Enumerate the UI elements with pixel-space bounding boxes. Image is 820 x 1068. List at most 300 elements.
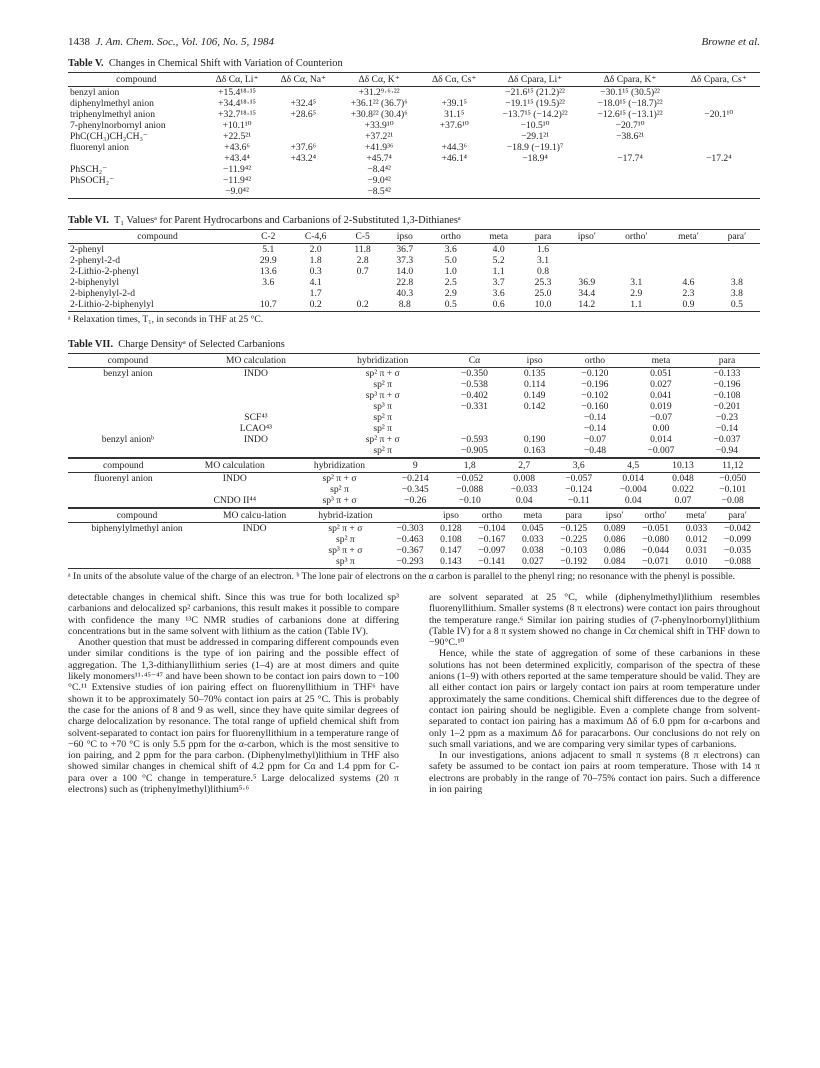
column-header: meta′: [678, 509, 715, 523]
table-cell: −0.104: [478, 523, 506, 534]
table-cell: [507, 412, 562, 423]
table-cell: −0.108: [713, 390, 741, 401]
table-cell: 7-phenylnorbornyl anion: [70, 120, 166, 131]
table-cell: 34.4: [578, 288, 596, 299]
table5-caption: Table V. Changes in Chemical Shift with Variation of Counterion: [68, 58, 343, 69]
table-cell: 2-Lithio-2-phenyl: [70, 266, 139, 277]
table-cell: 2-Lithio-2-biphenylyl: [68, 299, 247, 312]
table-row: [68, 109, 760, 120]
table-cell: 0.7: [356, 266, 369, 277]
column-header: hybrid-ization: [303, 509, 387, 523]
table-row: [68, 390, 760, 401]
table-cell: sp³ π: [303, 556, 387, 569]
table-cell: [269, 87, 337, 99]
table-cell: −9.0⁴²: [367, 175, 391, 186]
column-header: Δδ Cpara, Cs⁺: [678, 73, 760, 87]
table-cell: 0.5: [426, 299, 476, 312]
table-cell: 1.7: [309, 288, 322, 299]
table-cell: [663, 244, 714, 256]
table-cell: 0.027: [514, 556, 551, 569]
table-cell: 0.051: [650, 368, 672, 379]
table-cell: −0.088: [456, 484, 484, 495]
column-header: ortho′: [609, 230, 663, 244]
table-cell: 5.1: [262, 244, 275, 255]
table-cell: −0.463: [396, 534, 424, 545]
table-row: [68, 473, 760, 485]
table-cell: [678, 142, 760, 153]
table-cell: 0.9: [663, 299, 714, 312]
table-cell: 29.9: [259, 255, 277, 266]
table-cell: [68, 423, 188, 434]
table-cell: [247, 288, 289, 299]
table-cell: −0.94: [694, 445, 760, 458]
table-row: [68, 412, 760, 423]
table-cell: −18.9⁴: [522, 153, 548, 164]
table6: [68, 229, 760, 312]
table-cell: 8.8: [384, 299, 426, 312]
column-header: para: [694, 354, 760, 368]
table-cell: [678, 98, 760, 109]
column-header: hybridization: [291, 459, 388, 473]
column-header: 3,6: [551, 459, 606, 473]
table-cell: [342, 277, 384, 288]
table-cell: INDO: [242, 523, 267, 534]
column-header: para: [551, 509, 596, 523]
table-cell: benzyl anion: [70, 87, 120, 98]
column-header: MO calcu-lation: [206, 509, 303, 523]
table-cell: sp³ π + σ: [328, 545, 363, 556]
table-cell: 5.0: [444, 255, 457, 266]
table-cell: −0.050: [719, 473, 747, 484]
table-cell: 0.084: [596, 556, 633, 569]
table-cell: −10.5¹⁰: [520, 120, 550, 131]
table-cell: +30.8²² (30.4)⁶: [350, 109, 408, 120]
table-cell: 1.1: [492, 266, 505, 277]
table-cell: 3.8: [730, 277, 743, 288]
table-cell: [583, 164, 678, 175]
table-cell: −0.088: [715, 556, 760, 569]
table-cell: −0.905: [441, 445, 507, 458]
table-cell: 2.3: [682, 288, 695, 299]
table-cell: [68, 379, 188, 390]
table-cell: +36.1²² (36.7)⁶: [350, 98, 408, 109]
table-cell: −0.125: [560, 523, 588, 534]
table-cell: 22.8: [396, 277, 414, 288]
table-cell: [488, 164, 583, 175]
table-cell: 3.1: [630, 277, 643, 288]
journal-page: [68, 36, 760, 795]
table-cell: [68, 495, 179, 508]
table-cell: 0.04: [497, 495, 552, 508]
table-cell: PhC(CH₃)CH₂CH₃⁻: [70, 131, 149, 142]
table-cell: 0.142: [523, 401, 546, 412]
table-cell: [507, 423, 562, 434]
table-cell: 0.045: [522, 523, 544, 534]
table-cell: 0.2: [290, 299, 342, 312]
table-cell: [206, 534, 303, 545]
table-cell: 0.033: [522, 534, 544, 545]
table-cell: −0.120: [581, 368, 609, 379]
table-row: [68, 288, 760, 299]
table-cell: sp³ π + σ: [291, 495, 388, 508]
table-cell: 11.8: [354, 244, 371, 255]
table-cell: [68, 401, 188, 412]
table-cell: [564, 244, 609, 256]
column-header: compound: [68, 459, 179, 473]
table-cell: [206, 545, 303, 556]
table-cell: biphenylylmethyl anion: [91, 523, 183, 534]
table-cell: sp² π: [373, 412, 393, 423]
table-cell: [678, 87, 760, 99]
table-cell: [678, 186, 760, 199]
table-cell: 0.6: [476, 299, 522, 312]
table-row: [68, 299, 760, 312]
column-header: hybridization: [324, 354, 441, 368]
table-cell: 2.0: [309, 244, 322, 255]
table-cell: 2.5: [444, 277, 457, 288]
column-header: 2,7: [497, 459, 552, 473]
table-cell: [269, 131, 337, 142]
table-cell: −0.167: [478, 534, 506, 545]
table6-footnote: ᵃ Relaxation times, T₁, in seconds in THF at 25 °C.: [68, 314, 264, 325]
table-cell: [421, 164, 488, 175]
table-cell: −0.14: [583, 412, 607, 423]
column-header: meta: [628, 354, 694, 368]
table-cell: [441, 423, 507, 434]
table-cell: −0.293: [388, 556, 433, 569]
table-cell: 0.8: [537, 266, 550, 277]
table-cell: PhSCH₂⁻: [70, 164, 108, 175]
table-cell: [564, 255, 609, 266]
table-cell: [206, 556, 303, 569]
table-cell: sp³ π: [373, 401, 393, 412]
table-cell: −0.099: [724, 534, 752, 545]
table-cell: −0.196: [713, 379, 741, 390]
table-cell: −20.1¹⁰: [704, 109, 734, 120]
column-header: ortho′: [633, 509, 678, 523]
table-cell: 0.3: [309, 266, 322, 277]
table-cell: 14.0: [396, 266, 414, 277]
table-cell: sp³ π + σ: [365, 390, 400, 401]
table-cell: −0.26: [388, 495, 443, 508]
table-cell: 4.6: [682, 277, 695, 288]
table-row: [68, 266, 760, 277]
table-row: [68, 277, 760, 288]
table-cell: 0.2: [342, 299, 384, 312]
table-cell: −13.7¹⁵ (−14.2)²²: [502, 109, 568, 120]
table-cell: [488, 175, 583, 186]
table-cell: fluorenyl anion: [93, 473, 153, 484]
table-cell: [68, 390, 188, 401]
table-cell: −0.102: [581, 390, 609, 401]
column-header: C-4,6: [290, 230, 342, 244]
table-cell: [68, 556, 206, 569]
column-header: compound: [68, 73, 205, 87]
table-row: [68, 423, 760, 434]
table-cell: −0.08: [705, 495, 760, 508]
table-cell: +44.3⁶: [441, 142, 467, 153]
body-right-column: [429, 592, 760, 795]
table-row: [68, 87, 760, 99]
table-cell: −12.6¹⁵ (−13.1)²²: [597, 109, 663, 120]
table-cell: −29.1²¹: [521, 131, 550, 142]
table-cell: [269, 164, 337, 175]
table-cell: benzyl anionᵇ: [101, 434, 155, 445]
table-cell: −18.9 (−19.1)⁷: [506, 142, 564, 153]
table-cell: 0.031: [685, 545, 708, 556]
table-cell: −0.007: [628, 445, 694, 458]
table-cell: 0.5: [714, 299, 760, 312]
table-cell: −0.192: [551, 556, 596, 569]
table-cell: 2-biphenylyl-2-d: [70, 288, 136, 299]
column-header: MO calculation: [188, 354, 324, 368]
column-header: ipso: [384, 230, 426, 244]
column-header: 11,12: [705, 459, 760, 473]
table-row: [68, 523, 760, 535]
paragraph: are solvent separated at 25 °C, while (diphenylmethyl)lithium resembles fluorenyllithium. Smaller systems (8 π electrons) were contact ion pairs throughout the temperature range.⁶ Similar ion pairing studies of (7-phenylnorbornyl)lithium (Table IV) for a 8 π system showed no change in Cα chemical shift in THF down to −90°C.¹⁰: [429, 592, 760, 649]
table-cell: +15.4¹⁸·¹⁵: [218, 87, 256, 98]
table-cell: −0.538: [460, 379, 488, 390]
table-cell: [678, 164, 760, 175]
table-cell: sp² π: [336, 534, 355, 545]
table-cell: [68, 484, 179, 495]
table-cell: +37.2²¹: [365, 131, 394, 142]
column-header: 9: [388, 459, 443, 473]
column-header: [388, 509, 433, 523]
column-header: compound: [68, 509, 206, 523]
table-cell: −0.48: [562, 445, 628, 458]
table-cell: 0.014: [650, 434, 672, 445]
table-cell: [678, 175, 760, 186]
paragraph: In our investigations, anions adjacent to small π systems (8 π electrons) can safety be assumed to be contact ion pairs at room temperature. Those with 14 π electrons are probably in the range of 70–75% contact ion pairs. Such a difference in ion pairing: [429, 750, 760, 796]
table-cell: 0.149: [523, 390, 546, 401]
table-cell: +10.1¹⁰: [222, 120, 252, 131]
table-cell: 36.7: [396, 244, 414, 255]
table-cell: 1.8: [309, 255, 322, 266]
column-header: ortho: [426, 230, 476, 244]
table-cell: SCF⁴³: [244, 412, 268, 423]
table-cell: [342, 288, 384, 299]
table-cell: 1.0: [444, 266, 457, 277]
table-cell: [68, 153, 205, 164]
table-cell: −19.1¹⁵ (19.5)²²: [505, 98, 565, 109]
table-cell: −0.367: [396, 545, 424, 556]
table-cell: −8.4⁴²: [367, 164, 391, 175]
column-header: MO calculation: [179, 459, 291, 473]
column-header: ipso: [507, 354, 562, 368]
table-cell: 37.3: [396, 255, 414, 266]
table-cell: +32.7¹⁸·¹⁵: [218, 109, 256, 120]
table-cell: 0.041: [650, 390, 672, 401]
table-cell: 5.2: [492, 255, 505, 266]
table-cell: [583, 186, 678, 199]
table-cell: 0.089: [603, 523, 626, 534]
table-cell: [441, 412, 507, 423]
table-cell: +45.7⁴: [366, 153, 392, 164]
table-cell: +43.6⁶: [224, 142, 250, 153]
table-cell: −0.593: [460, 434, 488, 445]
table-cell: LCAO⁴³: [239, 423, 273, 434]
table-cell: sp² π: [373, 423, 393, 434]
column-header: para′: [715, 509, 760, 523]
table-cell: −20.7¹⁰: [615, 120, 645, 131]
paragraph: Hence, while the state of aggregation of some of these carbanions in these solutions has not been determined explicitly, comparison of the spectra of these anions (1–9) with others reported at the same temperature should be valid. They are all either contact ion pairs or largely contact ion pairs at room temperature under approximately the same conditions. Chemical shift differences due to the degree of contact ion pairing should be negligible. Even a complete change from solvent-separated to contact ion pairing has a maximum Δδ of 6.0 ppm for α-carbons and only 1–2 ppm as a maximum Δδ for paracarbons. Our conclusions do not rely on such small variations, and we are comparing very similar types of carbanions.: [429, 648, 760, 750]
table-cell: 0.00: [652, 423, 670, 434]
table7-caption: Table VII. Charge Densityᵃ of Selected Carbanions: [68, 339, 285, 350]
page-number: 1438: [68, 36, 90, 48]
table-cell: −11.9⁴²: [223, 175, 252, 186]
table-cell: −0.051: [642, 523, 670, 534]
column-header: 4,5: [606, 459, 661, 473]
column-header: ipso′: [564, 230, 609, 244]
table-cell: 25.0: [534, 288, 552, 299]
column-header: C-2: [247, 230, 289, 244]
table-cell: [68, 186, 205, 199]
table-cell: [269, 120, 337, 131]
column-header: meta: [476, 230, 522, 244]
table-cell: INDO: [243, 434, 268, 445]
table-cell: PhSOCH₂⁻: [70, 175, 115, 186]
table-cell: −38.6²¹: [616, 131, 645, 142]
table-row: [68, 164, 760, 175]
table-cell: 0.012: [685, 534, 708, 545]
table-cell: 0.108: [440, 534, 462, 545]
table-cell: +39.1⁵: [441, 98, 467, 109]
column-header: meta: [514, 509, 551, 523]
table-cell: [714, 244, 760, 256]
column-header: ipso: [432, 509, 469, 523]
table-cell: −0.033: [510, 484, 538, 495]
table-cell: 0.027: [650, 379, 672, 390]
table-cell: −0.097: [478, 545, 506, 556]
table-cell: 0.038: [522, 545, 544, 556]
table-cell: 0.014: [622, 473, 645, 484]
table-cell: sp² π + σ: [328, 523, 363, 534]
table-row: [68, 153, 760, 164]
table-cell: 0.128: [440, 523, 462, 534]
column-header: 1,8: [442, 459, 497, 473]
table-cell: [583, 175, 678, 186]
table-cell: 36.9: [578, 277, 596, 288]
table-cell: sp² π: [324, 445, 441, 458]
table-cell: −0.10: [442, 495, 497, 508]
table-row: [68, 545, 760, 556]
table-cell: 0.147: [440, 545, 462, 556]
column-header: ipso′: [596, 509, 633, 523]
table-cell: 2-biphenylyl: [70, 277, 120, 288]
table-cell: 2-phenyl-2-d: [70, 255, 121, 266]
table-row: [68, 445, 760, 458]
column-header: compound: [68, 354, 188, 368]
table-cell: 13.6: [259, 266, 277, 277]
table-cell: [188, 379, 324, 390]
table-cell: +33.9¹⁰: [364, 120, 394, 131]
column-header: meta′: [663, 230, 714, 244]
authors: Browne et al.: [701, 36, 760, 48]
table-cell: −0.160: [581, 401, 609, 412]
table-cell: 0.086: [603, 545, 626, 556]
table-cell: triphenylmethyl anion: [70, 109, 155, 120]
table-cell: +34.4¹⁸·¹⁵: [218, 98, 256, 109]
table-cell: −0.196: [581, 379, 609, 390]
table-cell: 3.7: [492, 277, 505, 288]
column-header: Δδ Cpara, Li⁺: [488, 73, 583, 87]
table-cell: −0.071: [633, 556, 678, 569]
table-cell: 0.163: [507, 445, 562, 458]
table-cell: [269, 175, 337, 186]
table-cell: [188, 445, 324, 458]
table-cell: −0.052: [456, 473, 484, 484]
table-cell: 2-phenyl: [70, 244, 105, 255]
table-cell: +41.9³⁶: [364, 142, 394, 153]
body-left-column: [68, 592, 399, 795]
table-cell: 40.3: [396, 288, 414, 299]
table-cell: −0.101: [719, 484, 747, 495]
body-text: [68, 592, 760, 795]
table-cell: 0.033: [685, 523, 708, 534]
table-cell: −17.7⁴: [617, 153, 643, 164]
table-cell: −0.042: [724, 523, 752, 534]
table-cell: 0.114: [524, 379, 546, 390]
table-cell: [678, 131, 760, 142]
table-cell: INDO: [243, 368, 268, 379]
table-cell: −0.303: [396, 523, 424, 534]
table-cell: +31.2⁹·⁶·²²: [358, 87, 400, 98]
table-cell: INDO: [222, 473, 247, 484]
table-cell: [663, 266, 714, 277]
table-cell: −0.080: [642, 534, 670, 545]
table-cell: −0.402: [460, 390, 488, 401]
column-header: para′: [714, 230, 760, 244]
table-cell: [421, 87, 488, 99]
table-cell: +43.4⁴: [224, 153, 250, 164]
column-header: ortho: [562, 354, 628, 368]
table-cell: [68, 534, 206, 545]
table-cell: 0.048: [672, 473, 694, 484]
table-cell: +28.6⁵: [290, 109, 317, 120]
table-cell: [609, 244, 663, 256]
table-cell: 0.008: [513, 473, 536, 484]
column-header: compound: [68, 230, 247, 244]
table-cell: −0.14: [583, 423, 607, 434]
column-header: Δδ Cα, Na⁺: [269, 73, 337, 87]
table-cell: +32.4⁵: [290, 98, 317, 109]
table-cell: −0.14: [715, 423, 739, 434]
table-cell: [269, 186, 337, 199]
table-cell: 0.143: [432, 556, 469, 569]
table-cell: −21.6¹⁵ (21.2)²²: [505, 87, 565, 98]
table-cell: −0.141: [469, 556, 514, 569]
table-cell: +43.2⁴: [290, 153, 317, 164]
table-cell: +22.5²¹: [223, 131, 252, 142]
table-row: [68, 255, 760, 266]
table-row: [68, 495, 760, 508]
table-cell: [421, 175, 488, 186]
table-cell: 0.135: [523, 368, 546, 379]
table-cell: 0.07: [660, 495, 705, 508]
table-cell: [421, 131, 488, 142]
table-cell: 3.8: [730, 288, 743, 299]
table-row: [68, 434, 760, 445]
journal-citation: J. Am. Chem. Soc., Vol. 106, No. 5, 1984: [95, 36, 275, 48]
table-cell: sp² π + σ: [322, 473, 357, 484]
table-row: [68, 131, 760, 142]
table-cell: −9.0⁴²: [205, 186, 269, 199]
table-cell: 1.6: [537, 244, 550, 255]
table-cell: sp² π: [330, 484, 349, 495]
table-cell: −0.037: [713, 434, 741, 445]
table-cell: 0.086: [603, 534, 626, 545]
